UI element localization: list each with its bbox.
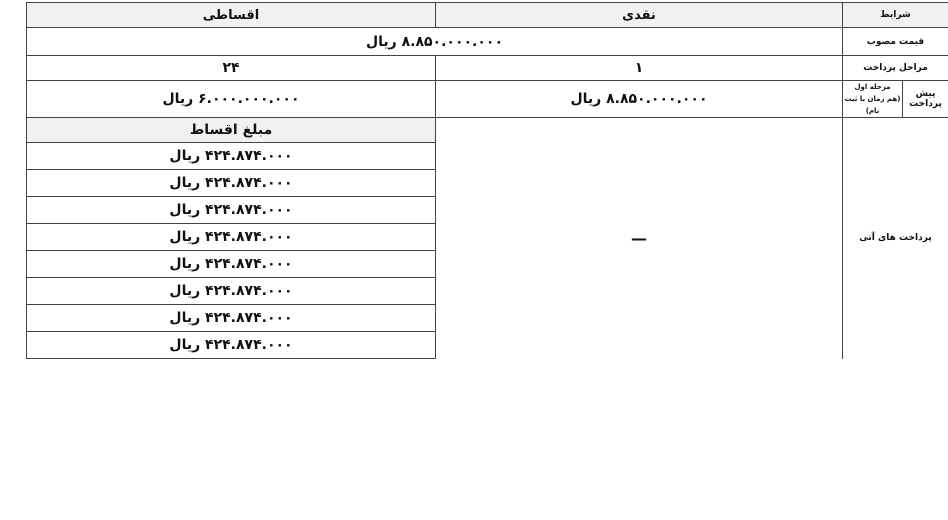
prepayment-label: پیش پرداخت — [903, 81, 948, 118]
future-payments-label: پرداخت های آتی — [843, 118, 948, 359]
payment-terms-sheet — [26, 2, 948, 370]
prepayment-stage-cell — [843, 81, 903, 118]
installment-amount: ۴۲۴.۸۷۴.۰۰۰ ریال — [27, 197, 436, 224]
prepayment-cash: ۸.۸۵۰.۰۰۰.۰۰۰ ریال — [436, 81, 843, 118]
future-payments-cash: — — [436, 118, 843, 359]
header-cash: نقدی — [436, 3, 843, 28]
prepayment-installment: ۶.۰۰۰.۰۰۰.۰۰۰ ریال — [27, 81, 436, 118]
payment-stages-row — [27, 56, 948, 81]
installment-amount: ۴۲۴.۸۷۴.۰۰۰ ریال — [27, 305, 436, 332]
installment-amount: ۴۲۴.۸۷۴.۰۰۰ ریال — [27, 224, 436, 251]
installment-amount: ۴۲۴.۸۷۴.۰۰۰ ریال — [27, 251, 436, 278]
payment-terms-table — [26, 2, 948, 359]
installment-amount: ۴۲۴.۸۷۴.۰۰۰ ریال — [27, 170, 436, 197]
installment-amount: ۴۲۴.۸۷۴.۰۰۰ ریال — [27, 278, 436, 305]
installment-amount: ۴۲۴.۸۷۴.۰۰۰ ریال — [27, 332, 436, 359]
payment-stages-label: مراحل پرداخت — [843, 56, 948, 81]
prepayment-stage-label: مرحله اول — [854, 83, 891, 91]
approved-price-row — [27, 28, 948, 56]
installments-header-row — [27, 118, 948, 143]
installment-amount: ۴۲۴.۸۷۴.۰۰۰ ریال — [27, 143, 436, 170]
payment-stages-cash: ۱ — [436, 56, 843, 81]
prepayment-row — [27, 81, 948, 118]
prepayment-stage-note: (هم زمان با ثبت نام) — [844, 95, 901, 115]
header-conditions: شرایط — [843, 3, 948, 28]
approved-price-value: ۸.۸۵۰.۰۰۰.۰۰۰ ریال — [27, 28, 843, 56]
table-header-row — [27, 3, 948, 28]
installments-header: مبلغ اقساط — [27, 118, 436, 143]
payment-stages-installment: ۲۴ — [27, 56, 436, 81]
approved-price-label: قیمت مصوب — [843, 28, 948, 56]
header-installment: اقساطی — [27, 3, 436, 28]
